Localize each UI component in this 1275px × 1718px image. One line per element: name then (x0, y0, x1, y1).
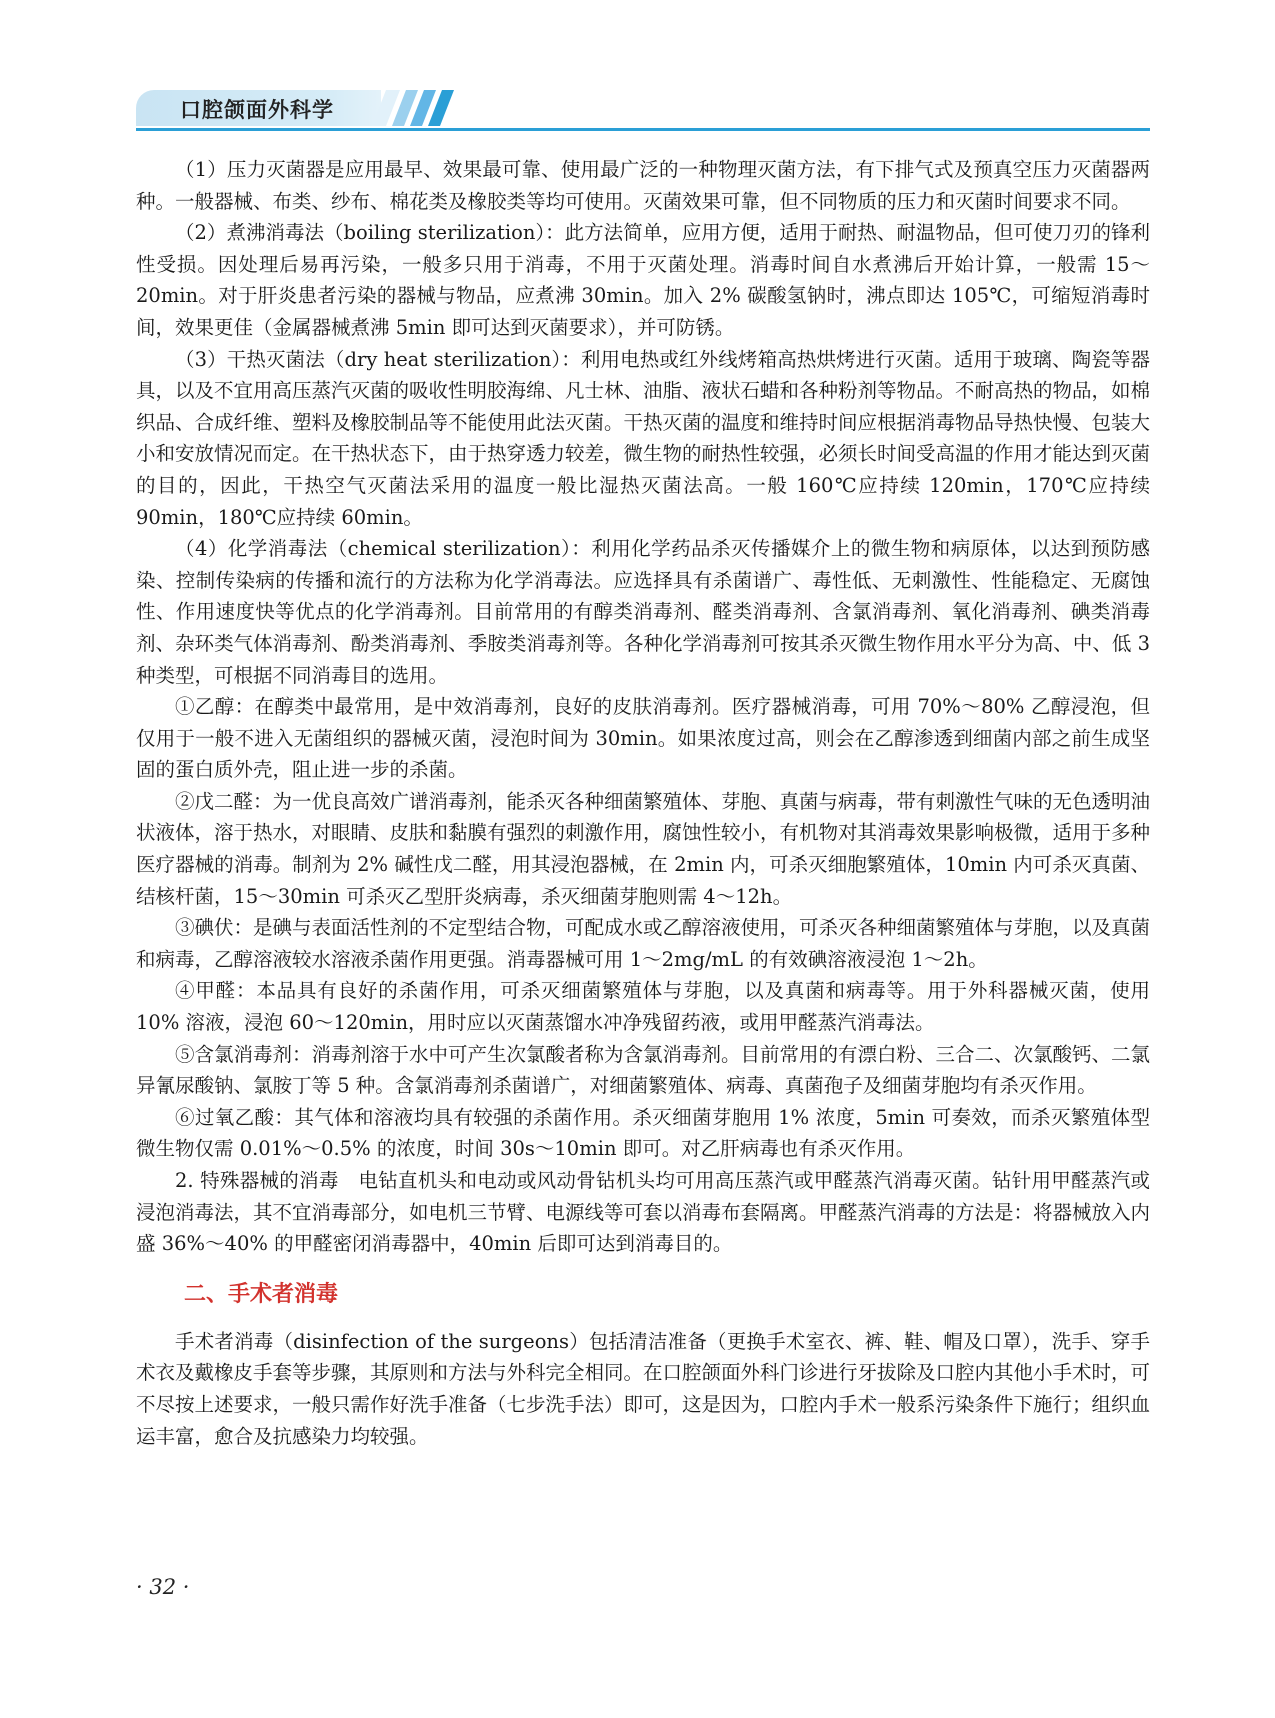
paragraph-formaldehyde: ④甲醛：本品具有良好的杀菌作用，可杀灭细菌繁殖体与芽胞，以及真菌和病毒等。用于外科器械灭菌，使用 10% 溶液，浸泡 60～120min，用时应以灭菌蒸馏水冲净残留药液，或用甲醛蒸汽消毒法。 (136, 979, 1150, 1035)
page-body (136, 154, 1150, 1452)
paragraph-chlorine-disinfectant: ⑤含氯消毒剂：消毒剂溶于水中可产生次氯酸者称为含氯消毒剂。目前常用的有漂白粉、三合二、次氯酸钙、二氯异氰尿酸钠、氯胺丁等 5 种。含氯消毒剂杀菌谱广，对细菌繁殖体、病毒、真菌孢子及细菌芽胞均有杀灭作用。 (136, 1042, 1151, 1098)
paragraph-chemical-sterilization: （4）化学消毒法（chemical sterilization）：利用化学药品杀灭传播媒介上的微生物和病原体，以达到预防感染、控制传染病的传播和流行的方法称为化学消毒法。应选择具有杀菌谱广、毒性低、无刺激性、性能稳定、无腐蚀性、作用速度快等优点的化学消毒剂。目前常用的有醇类消毒剂、醛类消毒剂、含氯消毒剂、氧化消毒剂、碘类消毒剂、杂环类气体消毒剂、酚类消毒剂、季胺类消毒剂等。各种化学消毒剂可按其杀灭微生物作用水平分为高、中、低 3 种类型，可根据不同消毒目的选用。 (136, 537, 1150, 687)
running-header (136, 88, 1150, 132)
paragraph-glutaraldehyde: ②戊二醛：为一优良高效广谱消毒剂，能杀灭各种细菌繁殖体、芽胞、真菌与病毒，带有刺激性气味的无色透明油状液体，溶于热水，对眼睛、皮肤和黏膜有强烈的刺激作用，腐蚀性较小，有机物对其消毒效果影响极微，适用于多种医疗器械的消毒。制剂为 2% 碱性戊二醛，用其浸泡器械，在 2min 内，可杀灭细胞繁殖体，10min 内可杀灭真菌、结核杆菌，15～30min 可杀灭乙型肝炎病毒，杀灭细菌芽胞则需 4～12h。 (136, 789, 1151, 908)
paragraph-special-instruments: 2. 特殊器械的消毒 电钻直机头和电动或风动骨钻机头均可用高压蒸汽或甲醛蒸汽消毒灭菌。钻针用甲醛蒸汽或浸泡消毒法，其不宜消毒部分，如电机三节臂、电源线等可套以消毒布套隔离。甲醛蒸汽消毒的方法是：将器械放入内盛 36%～40% 的甲醛密闭消毒器中，40min 后即可达到消毒目的。 (136, 1169, 1151, 1256)
paragraph-peracetic-acid: ⑥过氧乙酸：其气体和溶液均具有较强的杀菌作用。杀灭细菌芽胞用 1% 浓度，5min 可奏效，而杀灭繁殖体型微生物仅需 0.01%～0.5% 的浓度，时间 30s～10min 即可。对乙肝病毒也有杀灭作用。 (136, 1105, 1150, 1161)
paragraph-boiling-sterilization: （2）煮沸消毒法（boiling sterilization）：此方法简单，应用方便，适用于耐热、耐温物品，但可使刀刃的锋利性受损。因处理后易再污染，一般多只用于消毒，不用于灭菌处理。消毒时间自水煮沸后开始计算，一般需 15～20min。对于肝炎患者污染的器械与物品，应煮沸 30min。加入 2% 碳酸氢钠时，沸点即达 105℃，可缩短消毒时间，效果更佳（金属器械煮沸 5min 即可达到灭菌要求），并可防锈。 (136, 221, 1150, 339)
paragraph-pressure-sterilizer: （1）压力灭菌器是应用最早、效果最可靠、使用最广泛的一种物理灭菌方法，有下排气式及预真空压力灭菌器两种。一般器械、布类、纱布、棉花类及橡胶类等均可使用。灭菌效果可靠，但不同物质的压力和灭菌时间要求不同。 (136, 158, 1150, 213)
paragraph-ethanol: ①乙醇：在醇类中最常用，是中效消毒剂，良好的皮肤消毒剂。医疗器械消毒，可用 70%～80% 乙醇浸泡，但仅用于一般不进入无菌组织的器械灭菌，浸泡时间为 30min。如果浓度过高，则会在乙醇渗透到细菌内部之前生成坚固的蛋白质外壳，阻止进一步的杀菌。 (136, 695, 1150, 782)
paragraph-dry-heat-sterilization: （3）干热灭菌法（dry heat sterilization）：利用电热或红外线烤箱高热烘烤进行灭菌。适用于玻璃、陶瓷等器具，以及不宜用高压蒸汽灭菌的吸收性明胶海绵、凡士林、油脂、液状石蜡和各种粉剂等物品。不耐高热的物品，如棉织品、合成纤维、塑料及橡胶制品等不能使用此法灭菌。干热灭菌的温度和维持时间应根据消毒物品导热快慢、包装大小和安放情况而定。在干热状态下，由于热穿透力较差，微生物的耐热性较强，必须长时间受高温的作用才能达到灭菌的目的，因此，干热空气灭菌法采用的温度一般比湿热灭菌法高。一般 160℃应持续 120min，170℃应持续 90min，180℃应持续 60min。 (136, 347, 1151, 529)
header-rule (136, 128, 1150, 131)
section-heading-surgeon-disinfection: 二、手术者消毒 (184, 1281, 339, 1307)
header-stripes-decoration (372, 90, 454, 126)
paragraph-surgeon-disinfection: 手术者消毒（disinfection of the surgeons）包括清洁准备（更换手术室衣、裤、鞋、帽及口罩），洗手、穿手术衣及戴橡皮手套等步骤，其原则和方法与外科完全相同。在口腔颌面外科门诊进行牙拔除及口腔内其他小手术时，可不尽按上述要求，一般只需作好洗手准备（七步洗手法）即可，这是因为，口腔内手术一般系污染条件下施行；组织血运丰富，愈合及抗感染力均较强。 (136, 1329, 1151, 1448)
book-title: 口腔颌面外科学 (180, 98, 334, 122)
page-number: · 32 · (136, 1575, 190, 1599)
paragraph-iodophor: ③碘伏：是碘与表面活性剂的不定型结合物，可配成水或乙醇溶液使用，可杀灭各种细菌繁殖体与芽胞，以及真菌和病毒，乙醇溶液较水溶液杀菌作用更强。消毒器械可用 1～2mg/mL 的有效碘溶液浸泡 1～2h。 (136, 916, 1151, 971)
